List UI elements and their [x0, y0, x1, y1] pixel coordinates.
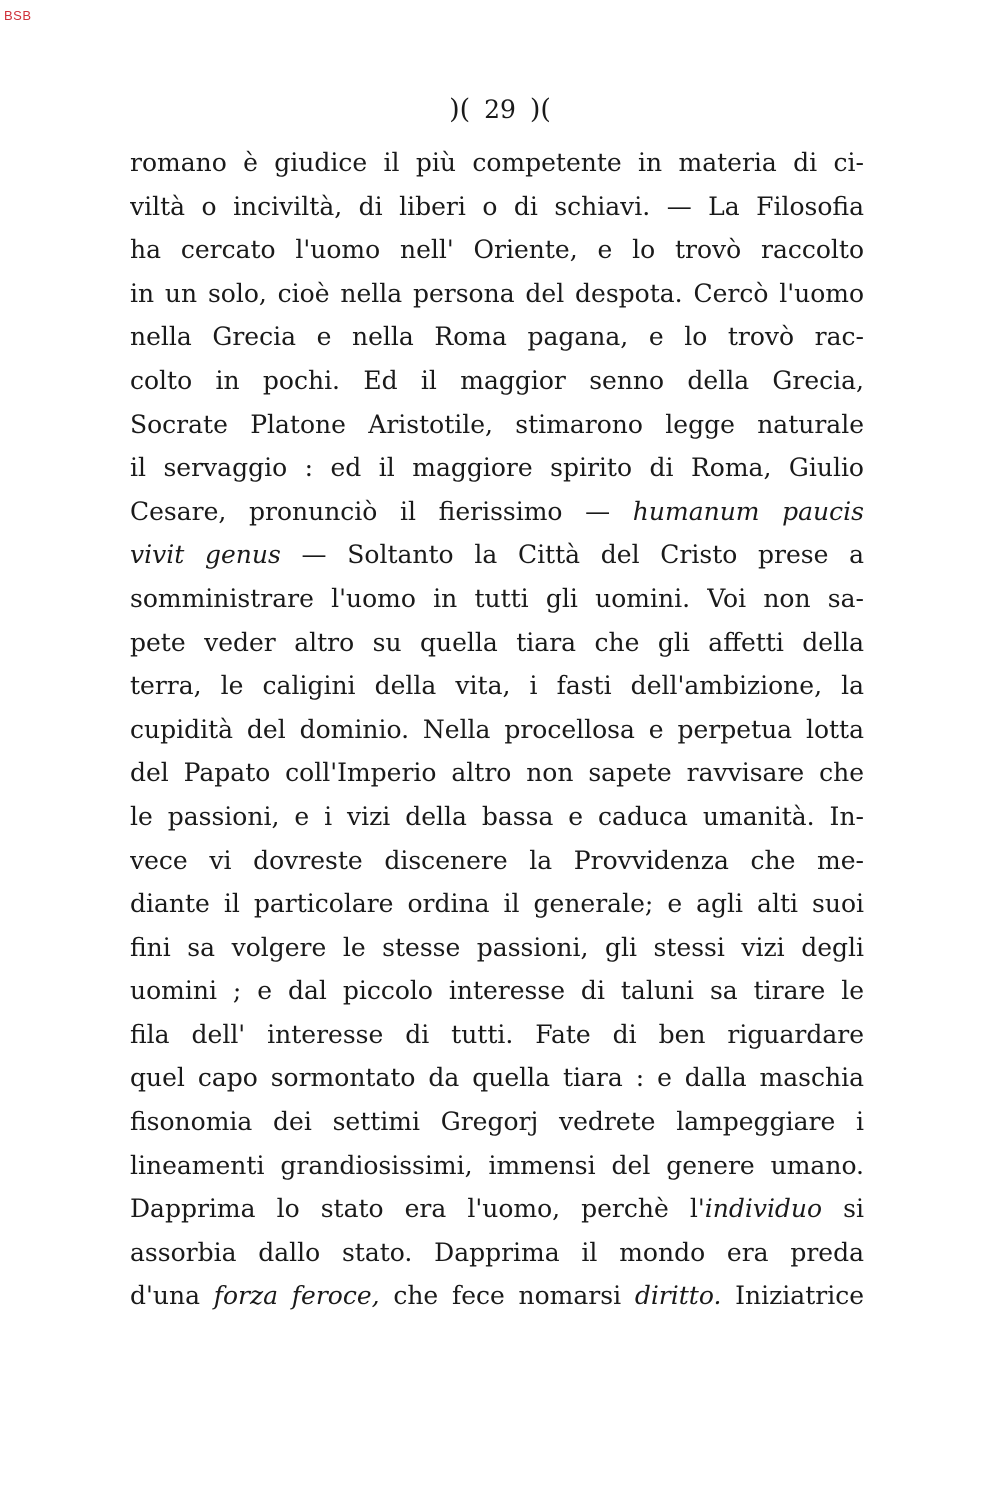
text-segment: ha cercato l'uomo nell' Oriente, e lo trovò raccolto: [130, 235, 864, 265]
text-line: [130, 490, 864, 534]
text-segment: quel capo sormontato da quella tiara : e dalla maschia: [130, 1063, 864, 1093]
text-line: [130, 969, 864, 1013]
text-line: [130, 1274, 864, 1318]
text-line: [130, 577, 864, 621]
header-right-ornament: )(: [529, 94, 551, 125]
text-segment: diante il particolare ordina il generale; e agli alti suoi: [130, 889, 864, 919]
text-segment: viltà o inciviltà, di liberi o di schiavi. — La Filosofia: [130, 191, 864, 221]
page-number: 29: [484, 95, 516, 124]
italic-segment: individuo: [704, 1194, 823, 1224]
italic-segment: vivit genus: [130, 540, 281, 570]
text-line: [130, 141, 864, 185]
body-text: [130, 141, 864, 1318]
header-left-ornament: )(: [449, 94, 471, 125]
text-segment: il servaggio : ed il maggiore spirito di Roma, Giulio: [130, 453, 864, 483]
text-segment: d'una: [130, 1281, 214, 1311]
text-segment: fisonomia dei settimi Gregorj vedrete lampeggiare i: [130, 1107, 864, 1137]
text-line: [130, 315, 864, 359]
text-segment: — Soltanto la Città del Cristo prese a: [280, 540, 864, 570]
text-line: [130, 1144, 864, 1188]
text-line: [130, 1187, 864, 1231]
text-segment: vece vi dovreste discenere la Provvidenza che me-: [130, 845, 864, 875]
text-segment: pete veder altro su quella tiara che gli affetti della: [130, 627, 864, 657]
text-line: [130, 664, 864, 708]
text-line: [130, 708, 864, 752]
text-segment: le passioni, e i vizi della bassa e caduca umanità. In-: [130, 801, 864, 831]
text-segment: si: [822, 1194, 864, 1224]
text-line: [130, 272, 864, 316]
text-segment: in un solo, cioè nella persona del despota. Cercò l'uomo: [130, 278, 864, 308]
text-line: [130, 1013, 864, 1057]
text-line: [130, 882, 864, 926]
italic-segment: humanum paucis: [632, 496, 864, 526]
text-segment: lineamenti grandiosissimi, immensi del genere umano.: [130, 1150, 864, 1180]
text-segment: Socrate Platone Aristotile, stimarono legge naturale: [130, 409, 864, 439]
text-segment: Dapprima lo stato era l'uomo, perchè l': [130, 1194, 705, 1224]
text-segment: del Papato coll'Imperio altro non sapete ravvisare che: [130, 758, 864, 788]
text-segment: somministrare l'uomo in tutti gli uomini. Voi non sa-: [130, 583, 864, 613]
text-line: [130, 533, 864, 577]
text-segment: terra, le caligini della vita, i fasti dell'ambizione, la: [130, 671, 864, 701]
text-line: [130, 621, 864, 665]
text-line: [130, 1231, 864, 1275]
italic-segment: forza feroce,: [213, 1281, 380, 1311]
text-line: [130, 185, 864, 229]
page-header: [0, 94, 1000, 125]
text-line: [130, 228, 864, 272]
text-segment: Cesare, pronunciò il fierissimo —: [130, 496, 633, 526]
text-segment: nella Grecia e nella Roma pagana, e lo trovò rac-: [130, 322, 864, 352]
text-line: [130, 751, 864, 795]
text-segment: colto in pochi. Ed il maggior senno della Grecia,: [130, 365, 864, 395]
text-segment: cupidità del dominio. Nella procellosa e perpetua lotta: [130, 714, 864, 744]
text-line: [130, 446, 864, 490]
text-segment: uomini ; e dal piccolo interesse di taluni sa tirare le: [130, 976, 864, 1006]
text-line: [130, 839, 864, 883]
text-line: [130, 795, 864, 839]
text-segment: Iniziatrice: [721, 1281, 864, 1311]
text-segment: romano è giudice il più competente in materia di ci-: [130, 148, 864, 177]
text-segment: fini sa volgere le stesse passioni, gli stessi vizi degli: [130, 932, 864, 962]
text-segment: fila dell' interesse di tutti. Fate di ben riguardare: [130, 1019, 864, 1049]
italic-segment: diritto.: [634, 1281, 722, 1311]
text-segment: assorbia dallo stato. Dapprima il mondo era preda: [130, 1237, 864, 1267]
text-line: [130, 359, 864, 403]
library-watermark: BSB: [4, 8, 32, 23]
text-line: [130, 1056, 864, 1100]
text-line: [130, 1100, 864, 1144]
text-line: [130, 403, 864, 447]
text-segment: che fece nomarsi: [379, 1281, 635, 1311]
text-line: [130, 926, 864, 970]
